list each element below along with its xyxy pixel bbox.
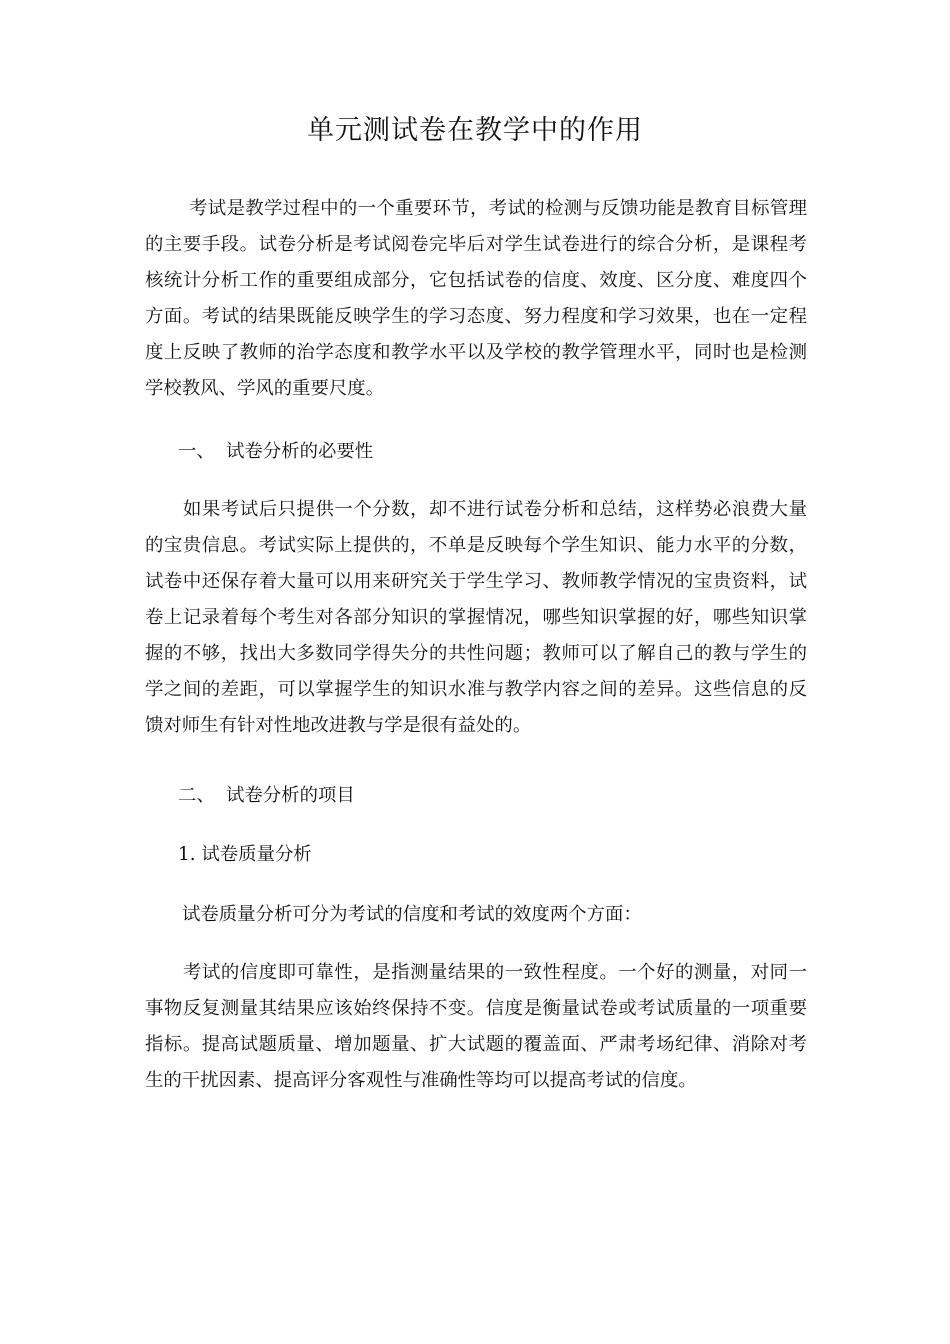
document-title: 单元测试卷在教学中的作用: [307, 115, 643, 146]
section-2-heading: [178, 784, 355, 808]
intro-paragraph: 考试是教学过程中的一个重要环节，考试的检测与反馈功能是教育目标管理的主要手段。试卷分析是考试阅卷完毕后对学生试卷进行的综合分析，是课程考核统计分析工作的重要组成部分，它包括试卷的信度、效度、区分度、难度四个方面。考试的结果既能反映学生的学习态度、努力程度和学习效果，也在一定程度上反映了教师的治学态度和教学水平以及学校的教学管理水平，同时也是检测学校教风、学风的重要尺度。: [145, 198, 807, 399]
section-1-number: 一、: [178, 441, 215, 462]
section-2-title: 试卷分析的项目: [226, 785, 355, 806]
section-1-title: 试卷分析的必要性: [226, 441, 374, 462]
section-1-heading: [178, 440, 373, 464]
section-1-paragraph: 如果考试后只提供一个分数，却不进行试卷分析和总结，这样势必浪费大量的宝贵信息。考试实际上提供的，不单是反映每个学生知识、能力水平的分数，试卷中还保存着大量可以用来研究关于学生学习、教师教学情况的宝贵资料，试卷上记录着每个考生对各部分知识的掌握情况，哪些知识掌握的好，哪些知识掌握的不够，找出大多数同学得失分的共性问题；教师可以了解自己的教与学生的学之间的差距，可以掌握学生的知识水准与教学内容之间的差异。这些信息的反馈对师生有针对性地改进教与学是很有益处的。: [145, 499, 807, 736]
subsection-1-paragraph: 考试的信度即可靠性，是指测量结果的一致性程度。一个好的测量，对同一事物反复测量其结果应该始终保持不变。信度是衡量试卷或考试质量的一项重要指标。提高试题质量、增加题量、扩大试题的覆盖面、严肃考场纪律、消除对考生的干扰因素、提高评分客观性与准确性等均可以提高考试的信度。: [145, 962, 807, 1091]
subsection-1-heading: 1. 试卷质量分析: [178, 844, 312, 865]
section-2-number: 二、: [178, 785, 215, 806]
subsection-1-summary: 试卷质量分析可分为考试的信度和考试的效度两个方面：: [182, 904, 642, 925]
